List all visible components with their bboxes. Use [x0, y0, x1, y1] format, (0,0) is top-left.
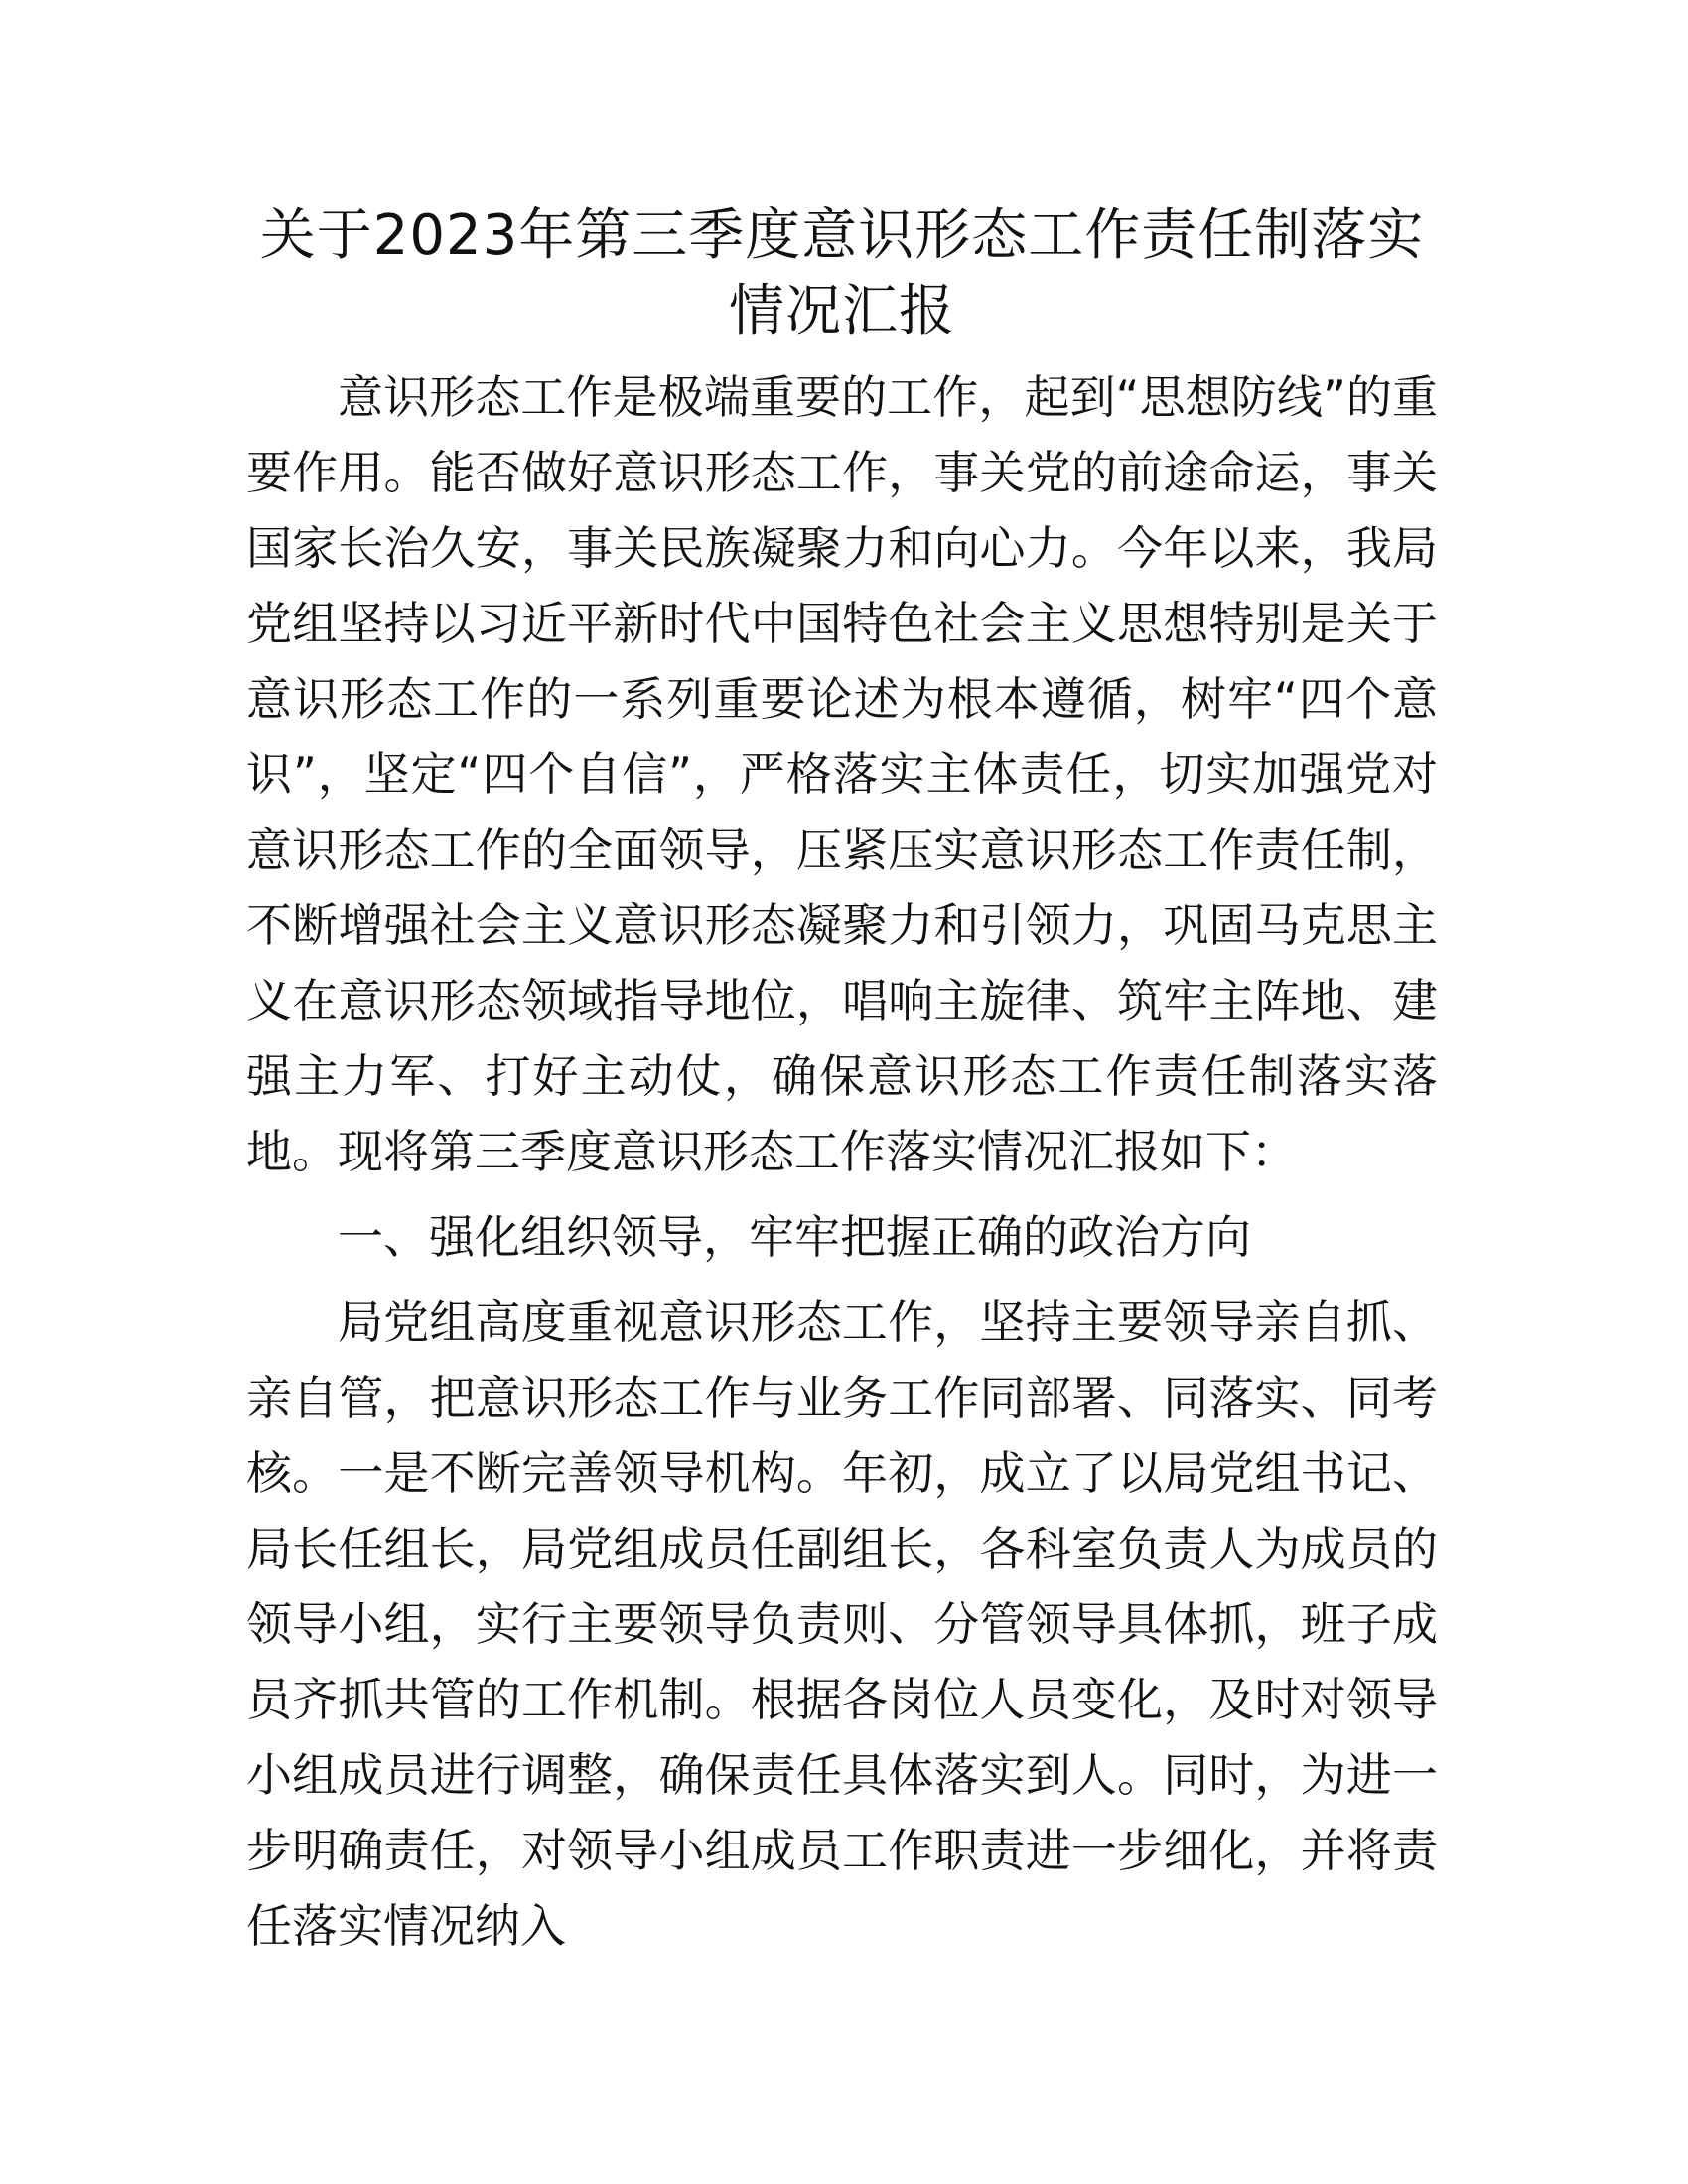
document-body — [246, 199, 1438, 1964]
section-heading-1: 一、强化组织领导，牢牢把握正确的政治方向 — [338, 1210, 1251, 1264]
document-title: 关于2023年第三季度意识形态工作责任制落实情况汇报 — [259, 204, 1425, 343]
section-paragraph-1: 局党组高度重视意识形态工作，坚持主要领导亲自抓、亲自管，把意识形态工作与业务工作同部署、同落实、同考核。一是不断完善领导机构。年初，成立了以局党组书记、局长任组长，局党组成员任副组长，各科室负责人为成员的领导小组，实行主要领导负责则、分管领导具体抓，班子成员齐抓共管的工作机制。根据各岗位人员变化，及时对领导小组成员进行调整，确保责任具体落实到人。同时，为进一步明确责任，对领导小组成员工作职责进一步细化，并将责任落实情况纳入 — [246, 1296, 1438, 1953]
intro-paragraph: 意识形态工作是极端重要的工作，起到“思想防线”的重要作用。能否做好意识形态工作，事关党的前途命运，事关国家长治久安，事关民族凝聚力和向心力。今年以来，我局党组坚持以习近平新时代中国特色社会主义思想特别是关于意识形态工作的一系列重要论述为根本遵循，树牢“四个意识”，坚定“四个自信”，严格落实主体责任，切实加强党对意识形态工作的全面领导，压紧压实意识形态工作责任制，不断增强社会主义意识形态凝聚力和引领力，巩固马克思主义在意识形态领域指导地位，唱响主旋律、筑牢主阵地、建强主力军、打好主动仗，确保意识形态工作责任制落实落地。现将第三季度意识形态工作落实情况汇报如下： — [246, 370, 1438, 1178]
